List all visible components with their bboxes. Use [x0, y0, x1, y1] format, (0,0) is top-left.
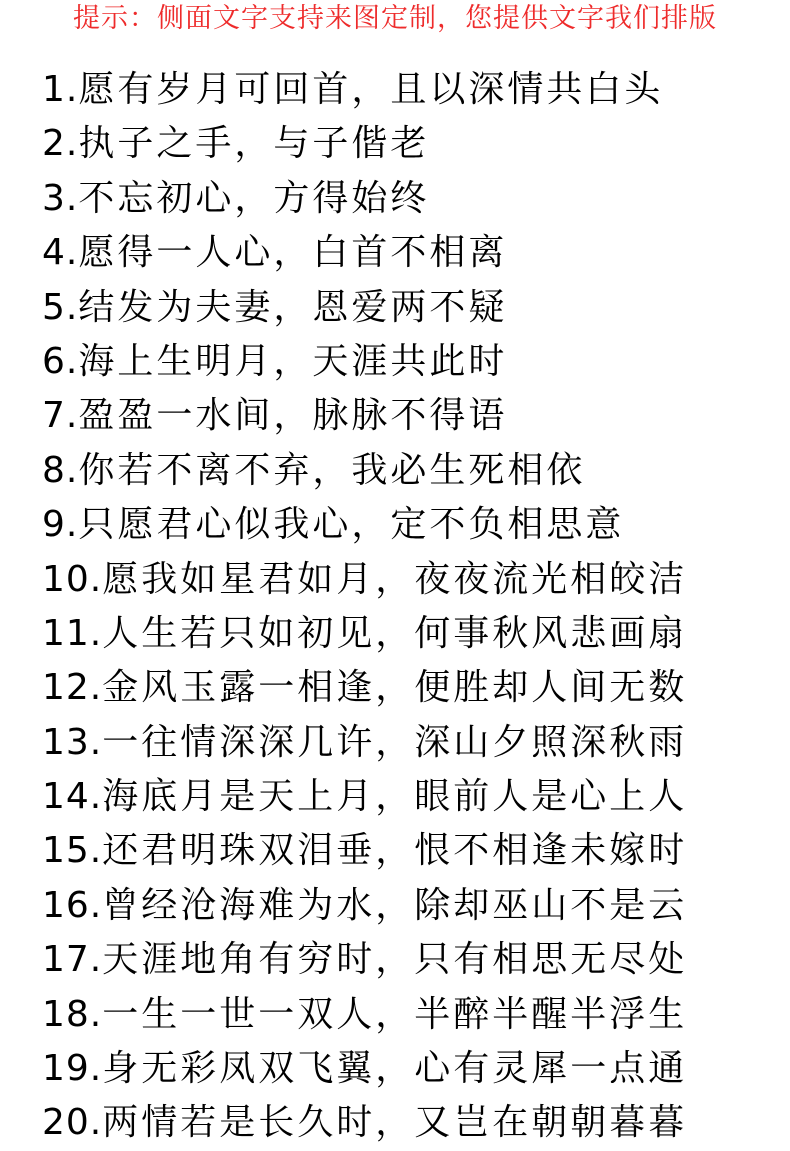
line-number: 13.	[42, 721, 103, 763]
line-number: 19.	[42, 1048, 103, 1090]
line-number: 6.	[42, 340, 79, 382]
line-text: 愿有岁月可回首，且以深情共白头	[78, 69, 664, 110]
line-text: 海底月是天上月，眼前人是心上人	[102, 776, 688, 818]
line-number: 20.	[42, 1102, 103, 1144]
line-text: 不忘初心，方得始终	[78, 177, 430, 219]
line-text: 两情若是长久时，又岂在朝朝暮暮	[102, 1102, 688, 1144]
text-line	[42, 172, 782, 226]
text-line	[42, 988, 782, 1042]
line-text: 天涯地角有穷时，只有相思无尽处	[102, 939, 688, 981]
line-number: 11.	[42, 612, 103, 654]
line-number: 18.	[42, 993, 103, 1035]
line-text: 金风玉露一相逢，便胜却人间无数	[102, 667, 688, 709]
line-number: 8.	[42, 449, 79, 491]
text-line	[42, 63, 782, 117]
line-text: 你若不离不弃，我必生死相依	[78, 449, 586, 491]
line-text: 身无彩凤双飞翼，心有灵犀一点通	[102, 1048, 688, 1090]
text-line	[42, 281, 782, 335]
line-text: 结发为夫妻，恩爱两不疑	[78, 286, 508, 328]
text-line	[42, 770, 782, 824]
line-text: 盈盈一水间，脉脉不得语	[78, 395, 508, 437]
text-line	[42, 117, 782, 171]
text-line	[42, 553, 782, 607]
custom-text-notice: 提示：侧面文字支持来图定制，您提供文字我们排版	[73, 3, 717, 34]
line-text: 海上生明月，天涯共此时	[78, 340, 508, 382]
line-number: 3.	[42, 177, 79, 219]
line-number: 12.	[42, 667, 103, 709]
text-line	[42, 226, 782, 280]
line-text: 只愿君心似我心，定不负相思意	[78, 504, 625, 546]
line-text: 一生一世一双人，半醉半醒半浮生	[102, 993, 688, 1035]
line-text: 愿得一人心，白首不相离	[78, 232, 508, 274]
text-line	[42, 661, 782, 715]
line-number: 15.	[42, 830, 103, 872]
line-text: 愿我如星君如月，夜夜流光相皎洁	[102, 558, 688, 600]
text-line	[42, 716, 782, 770]
line-number: 2.	[42, 123, 79, 165]
text-line-list	[42, 63, 782, 1151]
line-number: 5.	[42, 286, 79, 328]
text-line	[42, 879, 782, 933]
line-number: 1.	[42, 69, 79, 110]
line-number: 7.	[42, 395, 79, 437]
text-line	[42, 498, 782, 552]
line-text: 执子之手，与子偕老	[78, 123, 430, 165]
text-line	[42, 607, 782, 661]
text-line	[42, 1042, 782, 1096]
line-number: 16.	[42, 884, 103, 926]
line-text: 还君明珠双泪垂，恨不相逢未嫁时	[102, 830, 688, 872]
text-line	[42, 389, 782, 443]
line-number: 17.	[42, 939, 103, 981]
line-text: 人生若只如初见，何事秋风悲画扇	[102, 612, 688, 654]
line-text: 一往情深深几许，深山夕照深秋雨	[102, 721, 688, 763]
line-number: 9.	[42, 504, 79, 546]
line-number: 4.	[42, 232, 79, 274]
text-line	[42, 824, 782, 878]
line-text: 曾经沧海难为水，除却巫山不是云	[102, 884, 688, 926]
text-line	[42, 444, 782, 498]
line-number: 14.	[42, 776, 103, 818]
text-line	[42, 1096, 782, 1150]
text-line	[42, 335, 782, 389]
text-line	[42, 933, 782, 987]
line-number: 10.	[42, 558, 103, 600]
